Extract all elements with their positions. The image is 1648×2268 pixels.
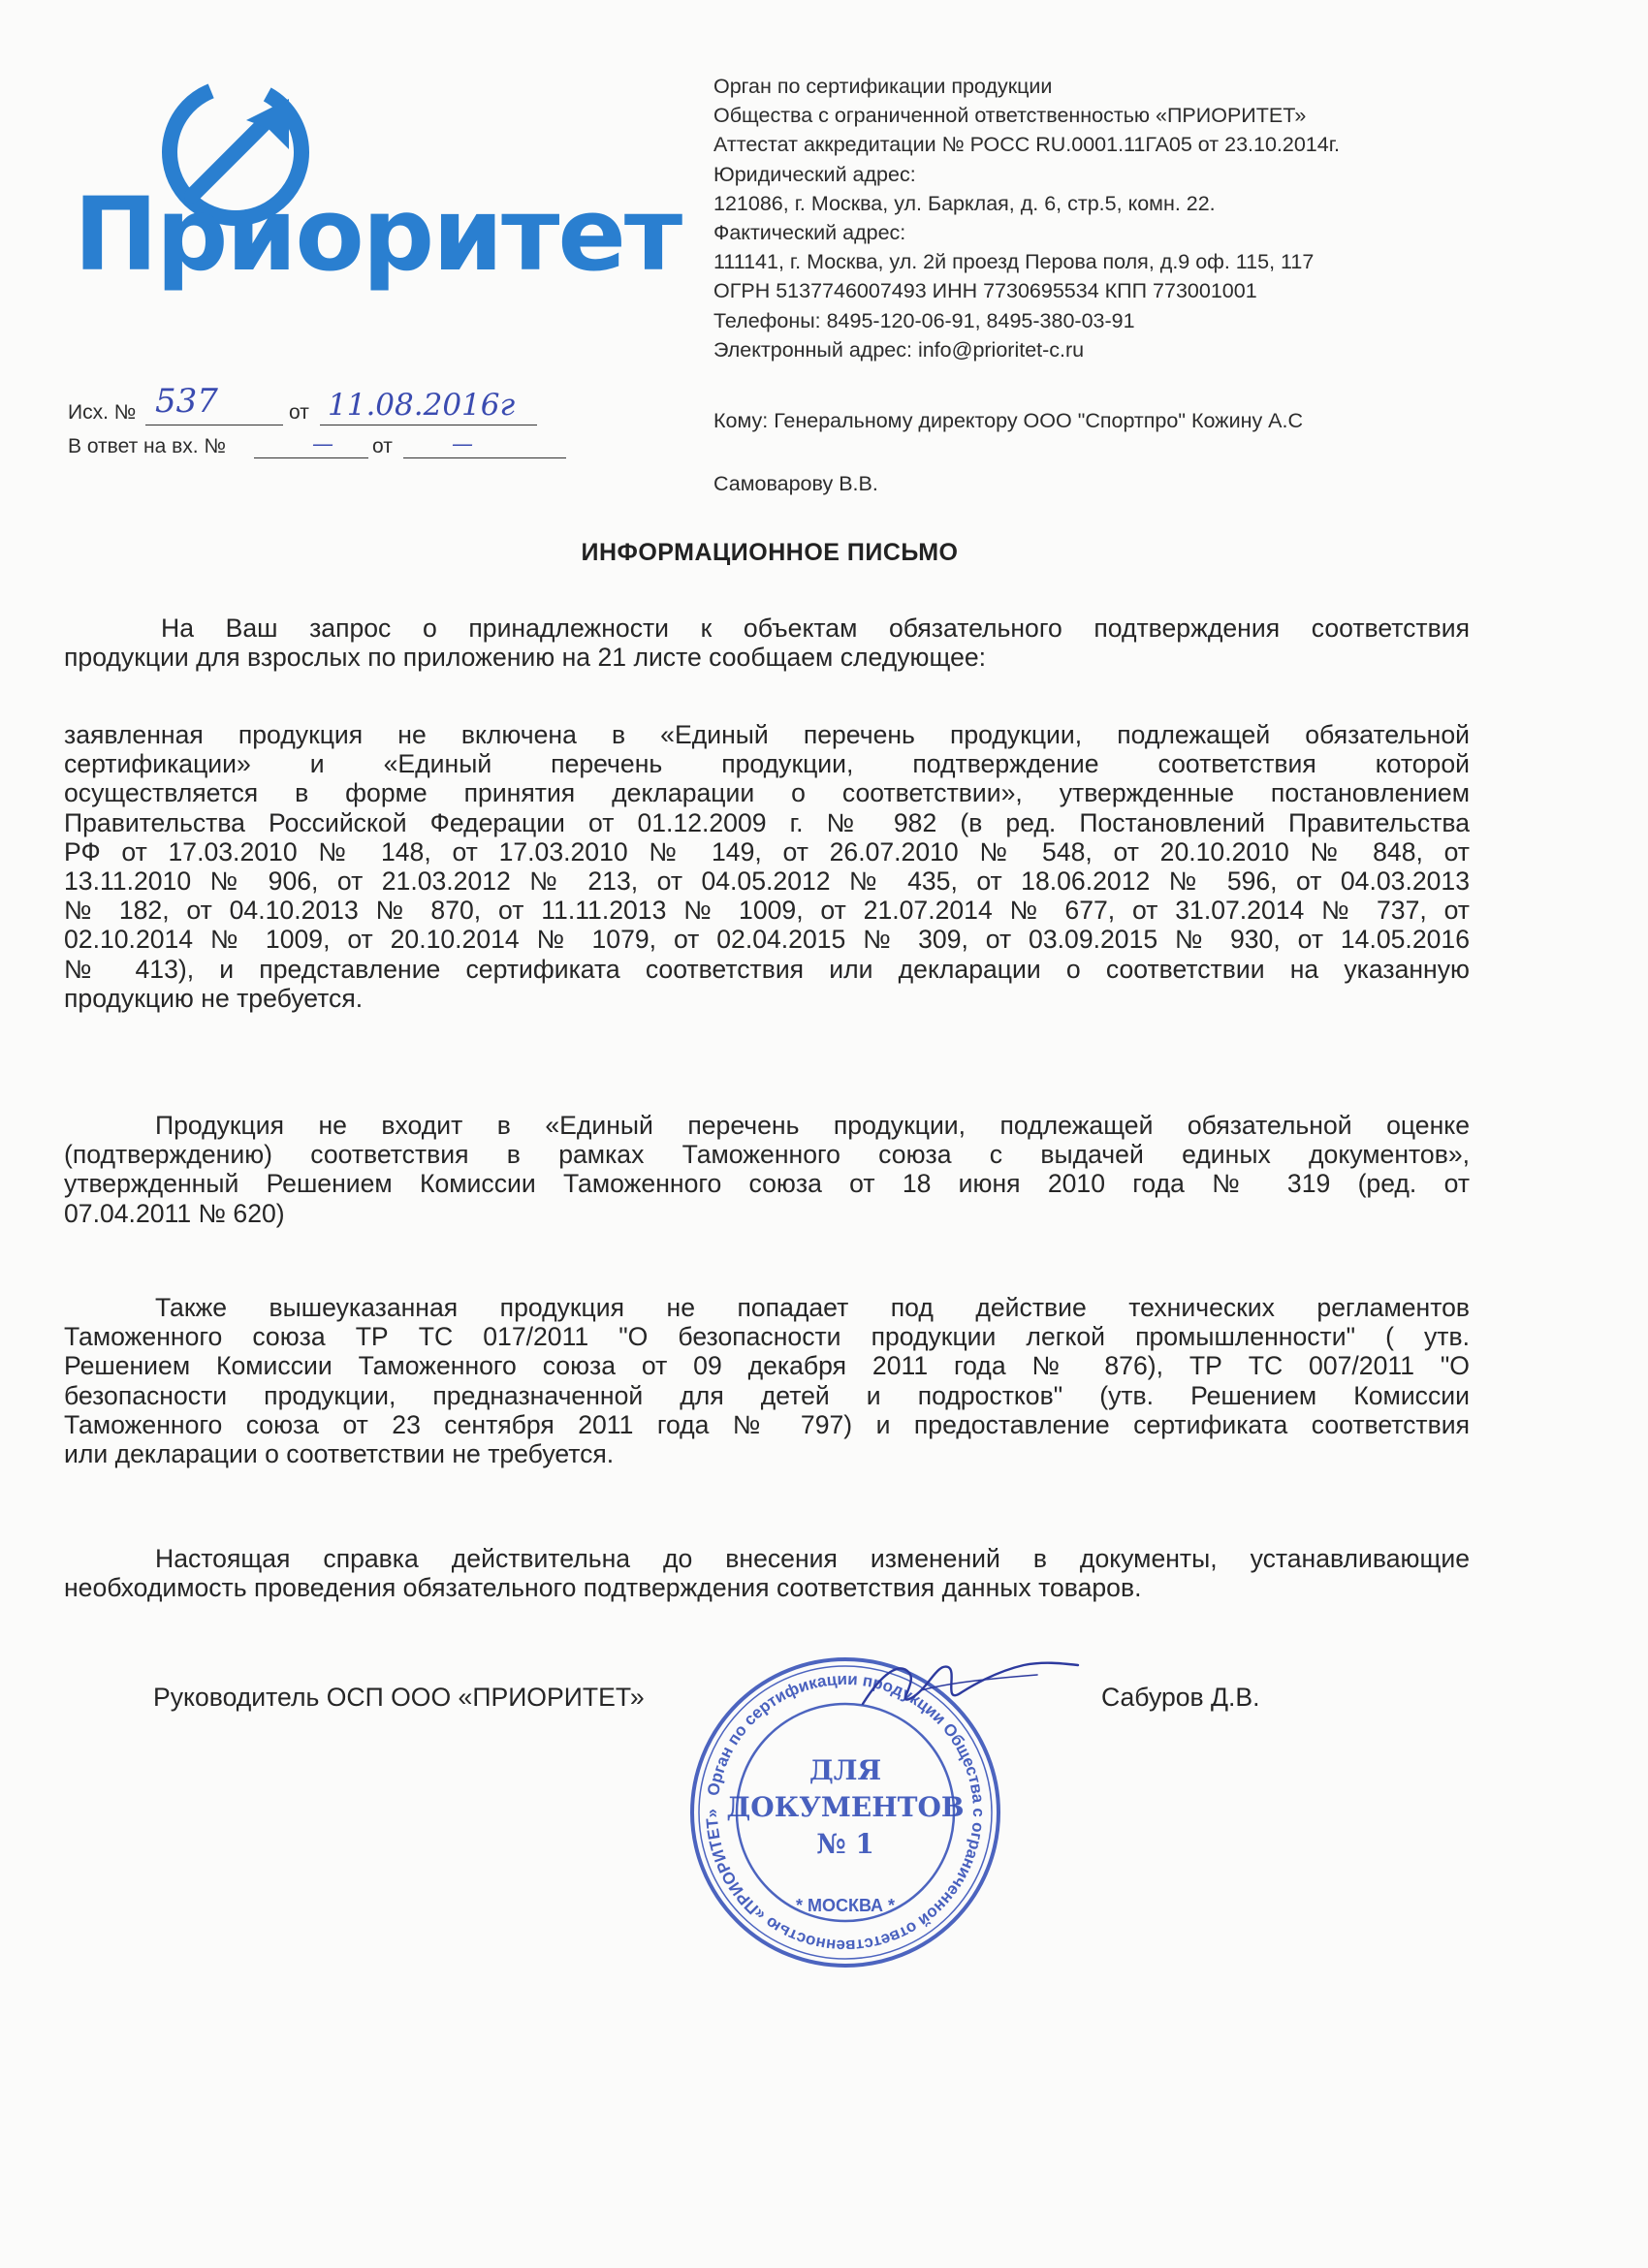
paragraph-line: Таможенного союза ТР ТС 017/2011 "О безопасности продукции легкой промышленности" ( утв. (64, 1322, 1470, 1352)
paragraph-line: утвержденный Решением Комиссии Таможенного союза от 18 июня 2010 года № 319 (ред. от (64, 1169, 1470, 1199)
incoming-number-label: В ответ на вх. № (68, 435, 226, 457)
incoming-date-label: от (372, 435, 393, 457)
org-line: Общества с ограниченной ответственностью «ПРИОРИТЕТ» (713, 104, 1307, 128)
paragraph-request (64, 614, 1470, 672)
recipient-line: Кому: Генеральному директору ООО "Спортпро" Кожину А.С (713, 409, 1304, 432)
stamp-city: * МОСКВА * (795, 1896, 896, 1915)
paragraph-line: осуществляется в форме принятия декларации о соответствии», утвержденные постановлением (64, 778, 1470, 808)
paragraph-line: Также вышеуказанная продукция не попадает под действие технических регламентов (155, 1293, 1470, 1322)
paragraph-not-included (64, 720, 1470, 1013)
outgoing-number: 537 (155, 382, 218, 421)
paragraph-line: № 182, от 04.10.2013 № 870, от 11.11.2013 № 1009, от 21.07.2014 № 677, от 31.07.2014 № 737, от (64, 896, 1470, 926)
paragraph-line: На Ваш запрос о принадлежности к объектам обязательного подтверждения соответствия (161, 614, 1470, 643)
stamp-center-line1: ДЛЯ (808, 1754, 882, 1786)
org-line: Электронный адрес: info@prioritet-c.ru (713, 337, 1085, 362)
org-line: 121086, г. Москва, ул. Барклая, д. 6, стр.5, комн. 22. (713, 191, 1216, 215)
paragraph-line: заявленная продукция не включена в «Единый перечень продукции, подлежащей обязательной (64, 720, 1470, 749)
paragraph-line: Решением Комиссии Таможенного союза от 09 декабря 2011 года № 876), ТР ТС 007/2011 "О (64, 1351, 1470, 1381)
paragraph-line: необходимость проведения обязательного подтверждения соответствия данных товаров. (64, 1573, 1142, 1603)
document-title: ИНФОРМАЦИОННОЕ ПИСЬМО (581, 539, 959, 566)
paragraph-technical-regulations (64, 1293, 1470, 1468)
org-line: Юридический адрес: (713, 162, 916, 186)
organization-header (713, 72, 1567, 364)
paragraph-line: № 413), и представление сертификата соответствия или декларации о соответствии на указанную (64, 954, 1470, 984)
org-line: ОГРН 5137746007493 ИНН 7730695534 КПП 773001001 (713, 279, 1257, 303)
date-label: от (289, 401, 309, 424)
stamp-center-line2: ДОКУМЕНТОВ (726, 1791, 965, 1823)
paragraph-line: продукцию не требуется. (64, 983, 364, 1013)
paragraph-line: или декларации о соответствии не требуется. (64, 1439, 615, 1469)
paragraph-line: сертификации» и «Единый перечень продукции, подтверждение соответствия которой (64, 749, 1470, 779)
incoming-date-underline (403, 457, 566, 458)
paragraph-line: Настоящая справка действительна до внесения изменений в документы, устанавливающие (155, 1544, 1470, 1573)
recipient-line-2: Самоварову В.В. (713, 472, 878, 495)
paragraph-line: безопасности продукции, предназначенной для детей и подростков" (утв. Решением Комиссии (64, 1380, 1470, 1410)
paragraph-line: 13.11.2010 № 906, от 21.03.2012 № 213, от 04.05.2012 № 435, от 18.06.2012 № 596, от 04.03.2013 (64, 866, 1470, 897)
paragraph-line: РФ от 17.03.2010 № 148, от 17.03.2010 № 149, от 26.07.2010 № 548, от 20.10.2010 № 848, от (64, 836, 1470, 866)
org-line: Аттестат аккредитации № РОСС RU.0001.11ГА05 от 23.10.2014г. (713, 133, 1340, 157)
incoming-number: — (312, 432, 333, 457)
paragraph-customs-union (64, 1111, 1470, 1228)
handwritten-signature (853, 1654, 1086, 1721)
paragraph-validity (64, 1544, 1470, 1602)
outgoing-number-label: Исх. № (68, 401, 137, 424)
incoming-number-underline (254, 457, 368, 458)
paragraph-line: (подтверждению) соответствия в рамках Таможенного союза с выдачей единых документов», (64, 1140, 1470, 1170)
signer-name: Сабуров Д.В. (1101, 1683, 1260, 1712)
logo-wordmark: Приоритет (74, 175, 681, 294)
org-line: Телефоны: 8495-120-06-91, 8495-380-03-91 (713, 308, 1135, 332)
org-line: Орган по сертификации продукции (713, 75, 1053, 98)
paragraph-line: 07.04.2011 № 620) (64, 1198, 285, 1228)
paragraph-line: Таможенного союза от 23 сентября 2011 года № 797) и предоставление сертификата соответствия (64, 1409, 1470, 1439)
paragraph-line: продукции для взрослых по приложению на 21 листе сообщаем следующее: (64, 643, 987, 673)
stamp-ring-text: Орган по сертификации продукции Общества с ограниченной ответственностью «ПРИОРИТЕТ» (702, 1669, 989, 1956)
signer-role: Руководитель ОСП ООО «ПРИОРИТЕТ» (153, 1683, 645, 1712)
org-line: 111141, г. Москва, ул. 2й проезд Перова поля, д.9 оф. 115, 117 (713, 250, 1315, 274)
incoming-date: — (452, 432, 473, 457)
paragraph-line: Правительства Российской Федерации от 01.12.2009 г. № 982 (в ред. Постановлений Правительства (64, 807, 1470, 837)
org-line: Фактический адрес: (713, 221, 906, 245)
outgoing-date: 11.08.2016г (328, 388, 516, 423)
paragraph-line: 02.10.2014 № 1009, от 20.10.2014 № 1079, от 02.04.2015 № 309, от 03.09.2015 № 930, от 14.05.2016 (64, 925, 1470, 955)
paragraph-line: Продукция не входит в «Единый перечень продукции, подлежащей обязательной оценке (155, 1111, 1470, 1140)
stamp-center-line3: № 1 (816, 1828, 874, 1860)
